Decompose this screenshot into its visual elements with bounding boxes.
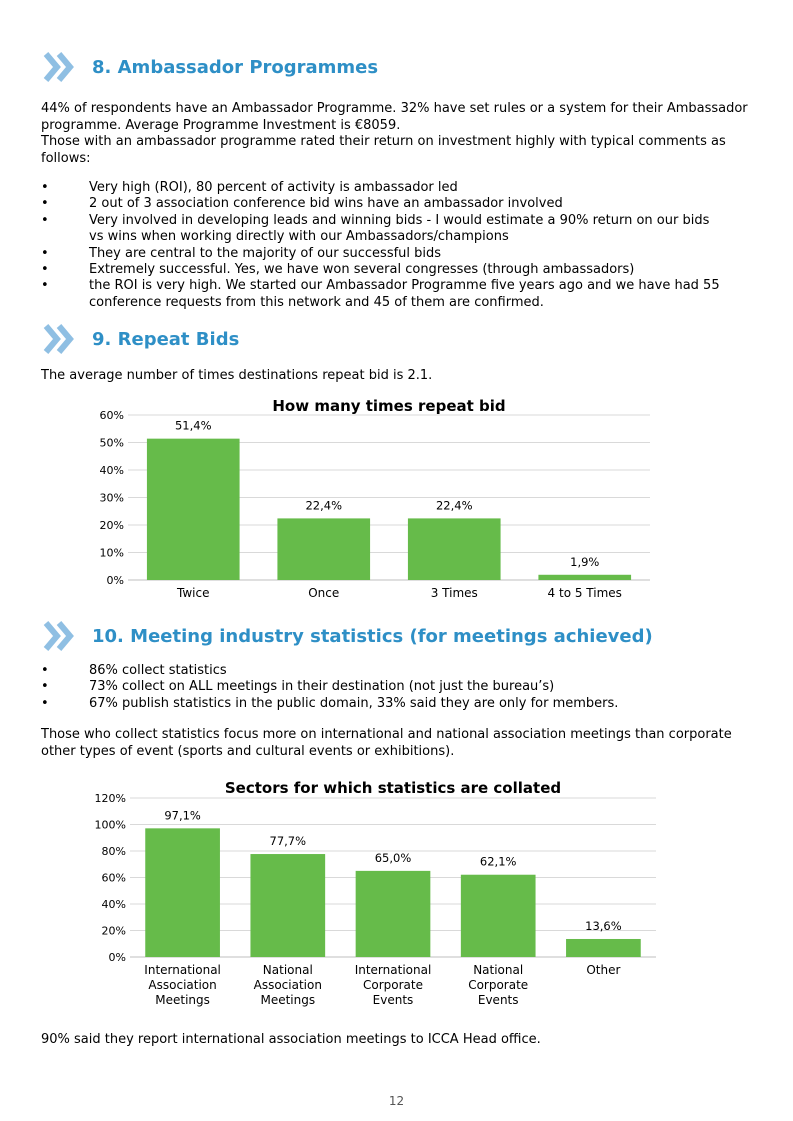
bar bbox=[145, 828, 220, 957]
chart-title: Sectors for which statistics are collated bbox=[224, 779, 562, 797]
double-chevron-right-icon bbox=[42, 50, 78, 84]
y-tick-label: 80% bbox=[101, 845, 126, 858]
y-tick-label: 50% bbox=[99, 436, 124, 450]
list-item: • They are central to the majority of our successful bids bbox=[41, 246, 753, 262]
bar bbox=[538, 575, 631, 580]
section-10-bullets bbox=[41, 663, 753, 712]
category-label: Meetings bbox=[155, 993, 210, 1007]
list-item: • 73% collect on ALL meetings in their destination (not just the bureau’s) bbox=[41, 679, 753, 695]
double-chevron-right-icon bbox=[42, 322, 78, 356]
chart-title: How many times repeat bid bbox=[272, 397, 506, 415]
section-9-heading bbox=[42, 322, 239, 356]
bar bbox=[250, 854, 325, 957]
category-label: Other bbox=[586, 963, 621, 977]
section-10-text bbox=[41, 727, 753, 760]
data-label: 65,0% bbox=[374, 850, 412, 865]
category-label: National bbox=[262, 963, 313, 977]
data-label: 62,1% bbox=[479, 854, 517, 869]
list-item: • Very involved in developing leads and winning bids - I would estimate a 90% return on our bids vs wins when working directly with our Ambassadors/champions bbox=[41, 213, 753, 246]
list-item: • Very high (ROI), 80 percent of activity is ambassador led bbox=[41, 180, 753, 196]
y-tick-label: 20% bbox=[101, 924, 126, 938]
category-label: Events bbox=[372, 993, 414, 1007]
sectors-chart bbox=[60, 770, 700, 1020]
category-label: Corporate bbox=[363, 978, 423, 992]
section-8-bullets bbox=[41, 180, 753, 310]
y-tick-label: 60% bbox=[101, 871, 126, 885]
text-line: other types of event (sports and cultural events or exhibitions). bbox=[41, 743, 455, 759]
y-tick-label: 0% bbox=[106, 574, 124, 587]
y-tick-label: 40% bbox=[101, 898, 126, 911]
list-item: • 67% publish statistics in the public domain, 33% said they are only for members. bbox=[41, 696, 753, 712]
y-tick-label: 100% bbox=[94, 818, 126, 832]
category-label: 4 to 5 Times bbox=[547, 586, 622, 600]
list-item: • the ROI is very high. We started our Ambassador Programme five years ago and we have had 55 conference requests from this network and 45 of them are confirmed. bbox=[41, 278, 753, 310]
intro-line: follows: bbox=[41, 150, 91, 166]
list-item: • Extremely successful. Yes, we have won several congresses (through ambassadors) bbox=[41, 262, 753, 278]
y-tick-label: 0% bbox=[108, 951, 126, 964]
repeat-bid-chart bbox=[60, 390, 700, 612]
category-label: Twice bbox=[177, 586, 210, 600]
category-label: International bbox=[144, 963, 221, 977]
y-tick-label: 20% bbox=[99, 519, 124, 532]
bar bbox=[277, 518, 370, 580]
intro-line: 44% of respondents have an Ambassador Programme. 32% have set rules or a system for their Ambassador bbox=[41, 101, 748, 116]
bar bbox=[147, 439, 240, 580]
y-tick-label: 40% bbox=[99, 464, 124, 477]
section-8-heading bbox=[42, 50, 378, 84]
category-label: Meetings bbox=[260, 993, 316, 1007]
data-label: 1,9% bbox=[570, 554, 600, 569]
y-tick-label: 30% bbox=[99, 491, 124, 505]
section-10-closing: 90% said they report international association meetings to ICCA Head office. bbox=[41, 1032, 541, 1047]
data-label: 22,4% bbox=[305, 498, 343, 513]
data-label: 97,1% bbox=[164, 808, 201, 823]
bar bbox=[356, 871, 431, 957]
data-label: 22,4% bbox=[435, 498, 473, 513]
double-chevron-right-icon bbox=[42, 619, 78, 653]
section-10-heading bbox=[42, 619, 653, 653]
category-label: Association bbox=[148, 978, 217, 992]
category-label: National bbox=[473, 963, 524, 977]
category-label: Once bbox=[308, 586, 340, 600]
intro-line: programme. Average Programme Investment is €8059. bbox=[41, 117, 401, 133]
bar bbox=[566, 939, 641, 957]
section-9-text: The average number of times destinations repeat bid is 2.1. bbox=[41, 368, 433, 383]
intro-line: Those with an ambassador programme rated their return on investment highly with typical comments as bbox=[41, 134, 726, 149]
data-label: 51,4% bbox=[174, 418, 212, 433]
category-label: International bbox=[354, 963, 432, 977]
data-label: 13,6% bbox=[585, 918, 622, 933]
list-item: • 2 out of 3 association conference bid wins have an ambassador involved bbox=[41, 196, 753, 212]
section-8-bullet-list-area bbox=[41, 180, 753, 310]
section-8-title: 8. Ambassador Programmes bbox=[92, 56, 379, 78]
y-tick-label: 10% bbox=[99, 546, 124, 560]
section-9-title: 9. Repeat Bids bbox=[92, 328, 240, 350]
category-label: 3 Times bbox=[430, 586, 478, 600]
list-item: • 86% collect statistics bbox=[41, 663, 753, 679]
data-label: 77,7% bbox=[269, 834, 307, 849]
bar bbox=[461, 875, 536, 957]
section-10-title: 10. Meeting industry statistics (for meetings achieved) bbox=[92, 625, 653, 647]
category-label: Corporate bbox=[468, 978, 529, 992]
y-tick-label: 120% bbox=[94, 792, 126, 805]
y-tick-label: 60% bbox=[99, 409, 124, 422]
text-line: Those who collect statistics focus more on international and national association meetings than corporate bbox=[41, 727, 732, 742]
bar bbox=[408, 518, 501, 580]
category-label: Association bbox=[253, 978, 322, 992]
page-number: 12 bbox=[388, 1094, 405, 1108]
section-8-intro bbox=[41, 101, 753, 167]
category-label: Events bbox=[477, 993, 519, 1007]
